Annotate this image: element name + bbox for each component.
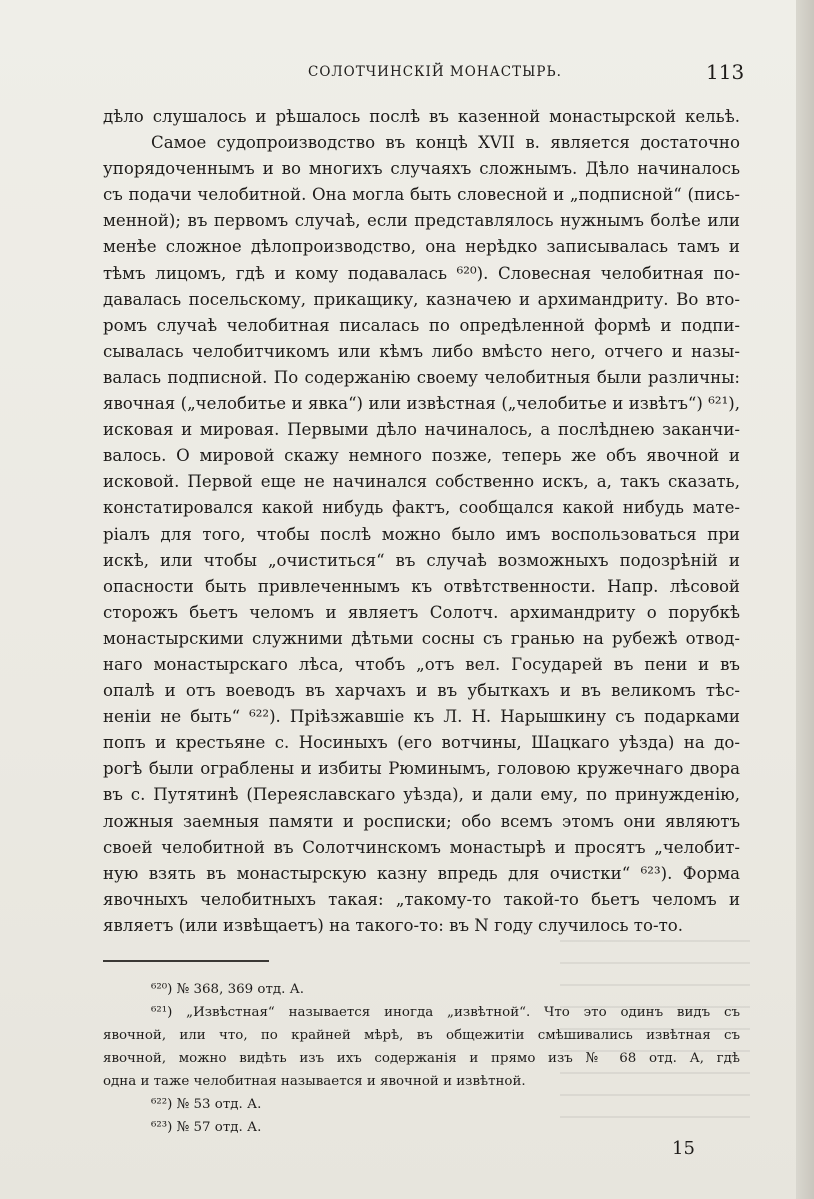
text-line: сторожъ бьетъ челомъ и являетъ Солотч. архимандриту о порубкѣ [103, 602, 740, 622]
text-line: опасности быть привлеченнымъ къ отвѣтственности. Напр. лѣсовой [103, 576, 740, 596]
text-line: валась подписной. По содержанію своему челобитныя были различны: [103, 367, 740, 387]
text-line: рогѣ были ограблены и избиты Рюминымъ, головою кружечнаго двора [103, 759, 740, 779]
footnote: явочной, можно видѣть изъ ихъ содержанія и прямо изъ № 68 отд. А, гдѣ [103, 1051, 740, 1066]
text-line: тѣмъ лицомъ, гдѣ и кому подавалась ⁶²⁰). Словесная челобитная по- [103, 263, 740, 283]
main-text [103, 104, 740, 939]
page-header [100, 60, 745, 86]
text-line: съ подачи челобитной. Она могла быть словесной и „подписной“ (пись- [103, 185, 740, 205]
page-fold-shadow [796, 0, 814, 1199]
footnote: ⁶²⁰) № 368, 369 отд. А. [151, 982, 305, 997]
text-line: искѣ, или чтобы „очиститься“ въ случаѣ возможныхъ подозрѣній и [103, 550, 740, 570]
signature-mark: 15 [672, 1138, 695, 1159]
text-line: исковой. Первой еще не начинался собственно искъ, а, такъ сказать, [103, 472, 740, 492]
text-line: наго монастырскаго лѣса, чтобъ „отъ вел. Государей въ пени и въ [103, 654, 740, 674]
text-line: своей челобитной въ Солотчинскомъ монастырѣ и просятъ „челобит- [103, 837, 740, 857]
footnote-separator [103, 960, 269, 962]
text-line: менѣе сложное дѣлопроизводство, она нерѣдко записывалась тамъ и [103, 237, 740, 257]
footnote: ⁶²³) № 57 отд. А. [151, 1120, 262, 1135]
text-line: ную взять въ монастырскую казну впредь для очистки“ ⁶²³). Форма [103, 863, 740, 883]
text-line: констатировался какой нибудь фактъ, сообщался какой нибудь мате- [103, 498, 740, 518]
footnote: ⁶²¹) „Извѣстная“ называется иногда „извѣтной“. Что это одинъ видъ съ [151, 1005, 740, 1020]
text-line: Самое судопроизводство въ концѣ XVII в. является достаточно [151, 133, 740, 153]
footnote: ⁶²²) № 53 отд. А. [151, 1097, 262, 1112]
page-number: 113 [706, 60, 745, 84]
text-line: являетъ (или извѣщаетъ) на такого-то: въ N году случилось то-то. [103, 915, 684, 935]
text-line: попъ и крестьяне с. Носиныхъ (его вотчины, Шацкаго уѣзда) на до- [103, 733, 740, 753]
text-line: въ с. Путятинѣ (Переяславскаго уѣзда), и дали ему, по принужденію, [103, 785, 740, 805]
running-title: СОЛОТЧИНСКІЙ МОНАСТЫРЬ. [308, 64, 562, 80]
text-line: монастырскими служними дѣтьми сосны съ гранью на рубежѣ отвод- [103, 628, 740, 648]
text-line: валось. О мировой скажу немного позже, теперь же объ явочной и [103, 446, 740, 466]
text-line: ромъ случаѣ челобитная писалась по опредѣленной формѣ и подпи- [103, 315, 740, 335]
footnote: явочной, или что, по крайней мѣрѣ, въ общежитіи смѣшивались извѣтная съ [103, 1028, 740, 1043]
text-line: исковая и мировая. Первыми дѣло начиналось, а послѣднею заканчи- [103, 420, 740, 440]
text-line: опалѣ и отъ воеводъ въ харчахъ и въ убыткахъ и въ великомъ тѣс- [103, 681, 740, 701]
footnotes [103, 978, 740, 1139]
text-line: упорядоченнымъ и во многихъ случаяхъ сложнымъ. Дѣло начиналось [103, 159, 740, 179]
text-line: явочныхъ челобитныхъ такая: „такому-то такой-то бьетъ челомъ и [103, 889, 740, 909]
text-line: неніи не быть“ ⁶²²). Пріѣзжавшіе къ Л. Н. Нарышкину съ подарками [103, 707, 740, 727]
text-line: ложныя заемныя памяти и росписки; обо всемъ этомъ они являютъ [103, 811, 740, 831]
text-line: ріалъ для того, чтобы послѣ можно было имъ воспользоваться при [103, 524, 740, 544]
text-line: дѣло слушалось и рѣшалось послѣ въ казенной монастырской кельѣ. [103, 107, 740, 126]
text-line: давалась посельскому, прикащику, казначею и архимандриту. Во вто- [103, 289, 740, 309]
text-line: явочная („челобитье и явка“) или извѣстная („челобитье и извѣтъ“) ⁶²¹), [103, 394, 740, 414]
text-line: сывалась челобитчикомъ или кѣмъ либо вмѣсто него, отчего и назы- [103, 341, 740, 361]
footnote: одна и таже челобитная называется и явочной и извѣтной. [103, 1074, 526, 1089]
text-line: менной); въ первомъ случаѣ, если представлялось нужнымъ болѣе или [103, 211, 740, 231]
